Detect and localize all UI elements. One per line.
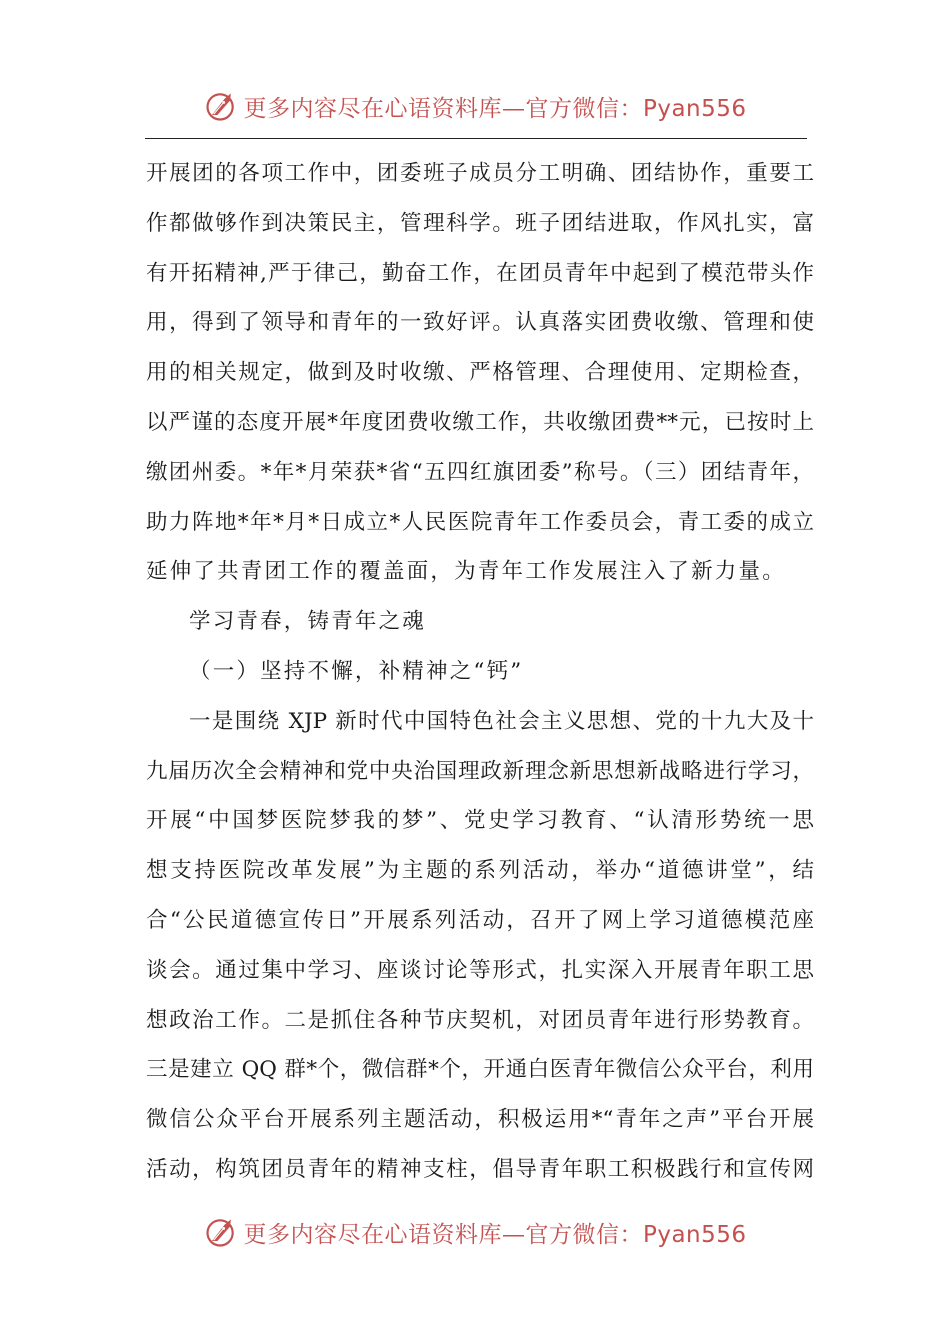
pen-nib-logo-icon (203, 1214, 239, 1250)
body-line: 有开拓精神,严于律己，勤奋工作，在团员青年中起到了模范带头作 (146, 260, 814, 286)
document-body (146, 149, 814, 1195)
header-divider (145, 138, 807, 139)
body-line: 开展团的各项工作中，团委班子成员分工明确、团结协作，重要工 (146, 161, 814, 186)
body-line: 一是围绕 XJP 新时代中国特色社会主义思想、党的十九大及十 (189, 708, 814, 734)
body-line: 以严谨的态度开展*年度团费收缴工作，共收缴团费**元，已按时上 (146, 409, 814, 435)
body-line: 微信公众平台开展系列主题活动，积极运用*“青年之声”平台开展 (146, 1107, 814, 1133)
body-line: 用，得到了领导和青年的一致好评。认真落实团费收缴、管理和使 (146, 310, 814, 336)
footer-banner (0, 1208, 950, 1256)
footer-wechat-id: Pyan556 (642, 1221, 747, 1248)
pen-nib-logo-icon (203, 88, 239, 124)
subsection-heading: （一）坚持不懈，补精神之“钙” (189, 658, 524, 684)
body-line: 三是建立 QQ 群*个，微信群*个，开通白医青年微信公众平台，利用 (146, 1057, 814, 1083)
body-line: 九届历次全会精神和党中央治国理政新理念新思想新战略进行学习， (146, 758, 814, 784)
body-line: 作都做够作到决策民主，管理科学。班子团结进取，作风扎实，富 (146, 210, 814, 236)
body-line: 想支持医院改革发展”为主题的系列活动，举办“道德讲堂”，结 (146, 858, 814, 884)
footer-banner-text: 更多内容尽在心语资料库—官方微信：Pyan556 (243, 1221, 747, 1248)
body-line: 合“公民道德宣传日”开展系列活动，召开了网上学习道德模范座 (146, 907, 814, 933)
body-line: 用的相关规定，做到及时收缴、严格管理、合理使用、定期检查， (146, 360, 814, 386)
body-line: 助力阵地*年*月*日成立*人民医院青年工作委员会，青工委的成立 (146, 509, 814, 535)
section-heading: 学习青春，铸青年之魂 (189, 609, 427, 635)
body-line: 延伸了共青团工作的覆盖面，为青年工作发展注入了新力量。 (146, 559, 786, 585)
body-line: 谈会。通过集中学习、座谈讨论等形式，扎实深入开展青年职工思 (146, 957, 814, 983)
header-wechat-id: Pyan556 (642, 95, 747, 122)
body-line: 想政治工作。二是抓住各种节庆契机，对团员青年进行形势教育。 (146, 1007, 814, 1033)
body-line: 活动，构筑团员青年的精神支柱，倡导青年职工积极践行和宣传网 (146, 1156, 814, 1182)
header-banner-text: 更多内容尽在心语资料库—官方微信：Pyan556 (243, 95, 747, 122)
header-banner (0, 82, 950, 130)
body-line: 缴团州委。*年*月荣获*省“五四红旗团委”称号。（三）团结青年， (146, 459, 814, 485)
body-line: 开展“中国梦医院梦我的梦”、党史学习教育、“认清形势统一思 (146, 808, 814, 834)
